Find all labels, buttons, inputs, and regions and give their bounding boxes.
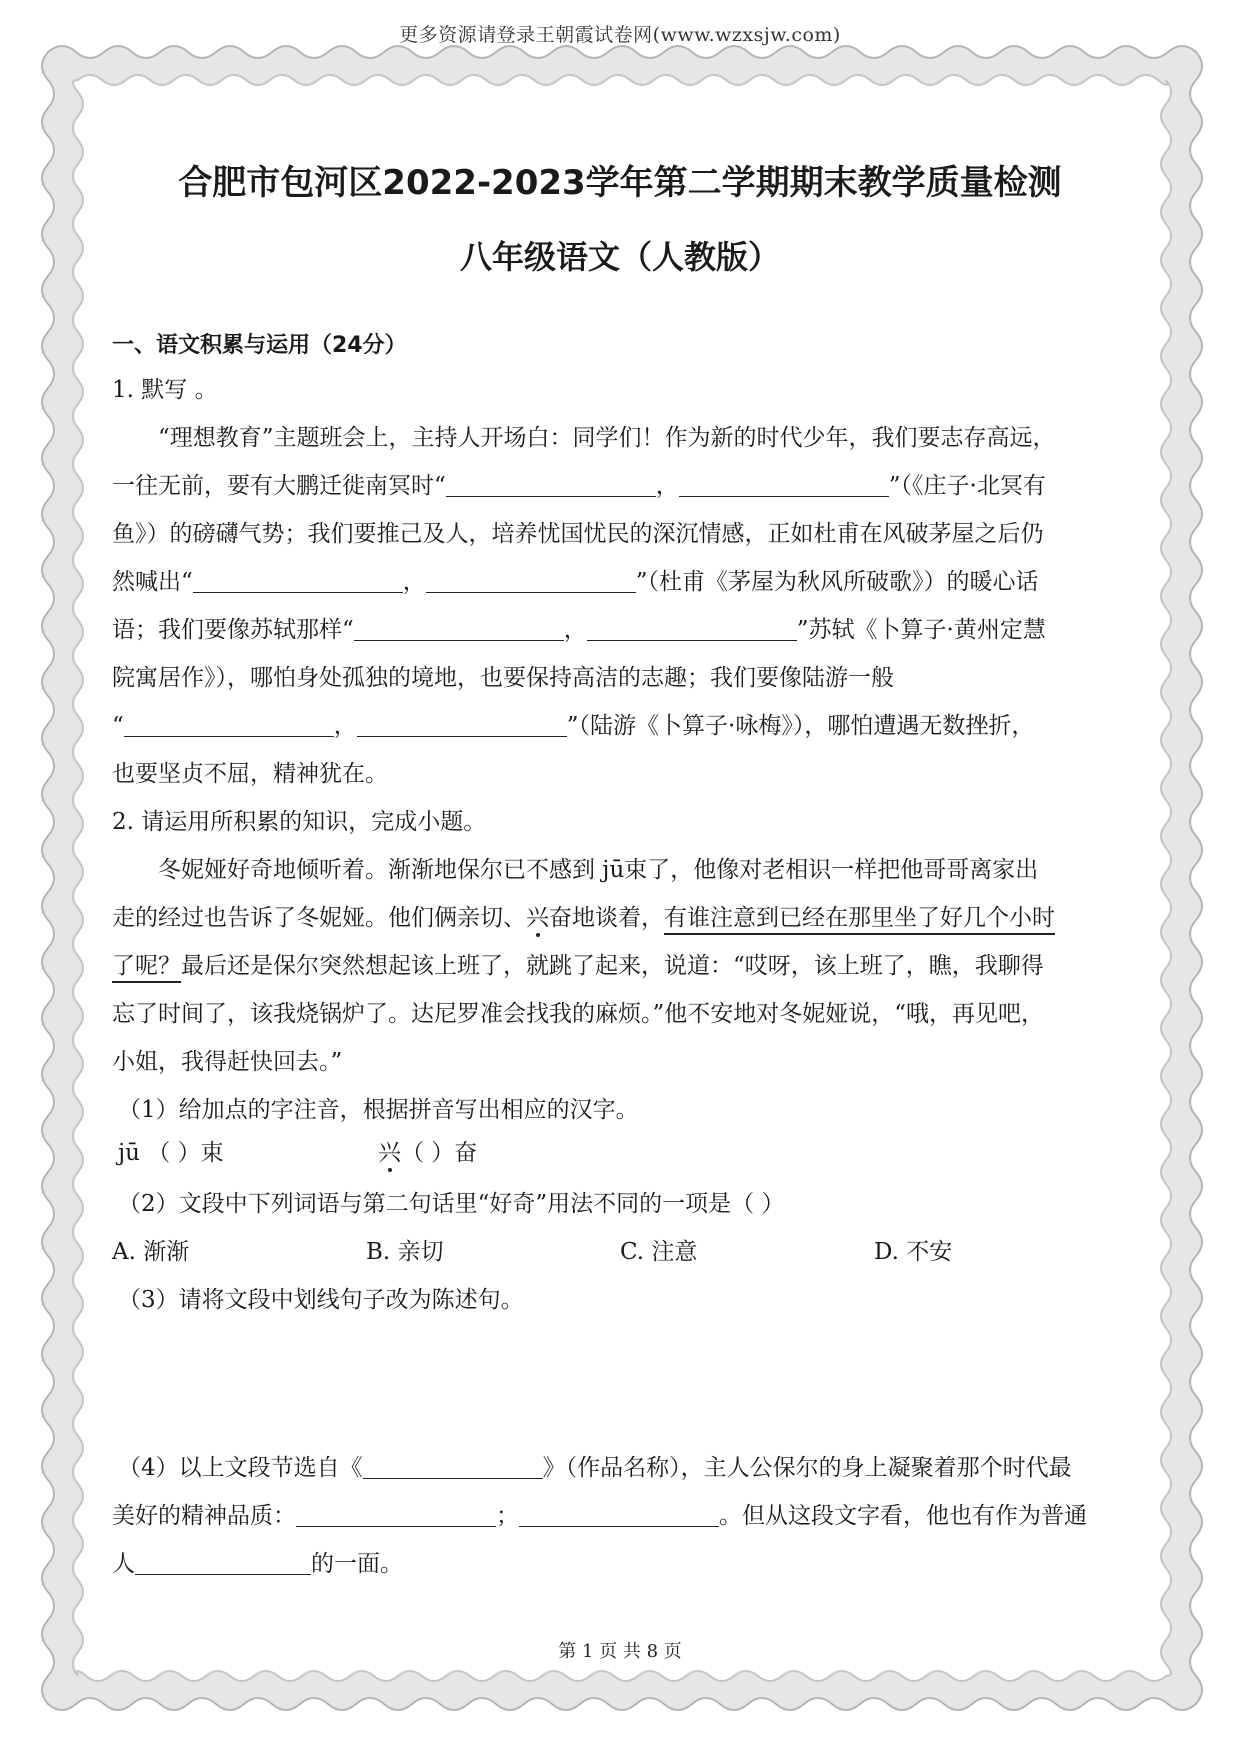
underlined-sentence: 了呢？ xyxy=(112,953,181,983)
pinyin-item[interactable]: jū （ ）束 xyxy=(118,1140,224,1166)
sub-question-4 xyxy=(112,1444,1128,1492)
answer-blank[interactable] xyxy=(519,1498,719,1527)
sub-question-4-line-3 xyxy=(112,1540,1128,1588)
underlined-sentence: 有谁注意到已经在那里坐了好几个小时 xyxy=(664,905,1055,935)
answer-blank[interactable] xyxy=(193,564,403,593)
q1-text: 然喊出“ xyxy=(112,569,193,595)
answer-blank[interactable] xyxy=(679,468,889,497)
q1-text: ， xyxy=(655,473,679,499)
pinyin-item[interactable]: （ ）奋 xyxy=(401,1140,478,1166)
page-footer: 第 1 页 共 8 页 xyxy=(558,1641,682,1662)
answer-blank[interactable] xyxy=(357,708,567,737)
q1-line-6: 院寓居作》），哪怕身处孤独的境地，也要保持高洁的志趣；我们要像陆游一般 xyxy=(112,665,894,691)
q4-text: ； xyxy=(496,1503,519,1529)
dotted-character: 兴 xyxy=(378,1140,401,1166)
answer-blank[interactable] xyxy=(135,1546,311,1575)
answer-blank[interactable] xyxy=(296,1498,496,1527)
q1-text: ”（杜甫《茅屋为秋风所破歌》）的暖心话 xyxy=(635,569,1039,595)
q1-line-4 xyxy=(112,558,1128,606)
exam-subtitle: 八年级语文（人教版） xyxy=(459,238,780,276)
option-a[interactable]: A. 渐渐 xyxy=(112,1239,190,1265)
q1-line-2 xyxy=(112,462,1128,510)
sub-question-4-line-2 xyxy=(112,1492,1128,1540)
passage-text: 奋地谈着， xyxy=(549,905,664,931)
exam-title: 合肥市包河区2022-2023学年第二学期期末教学质量检测 xyxy=(178,163,1062,203)
section-heading: 一、语文积累与运用（24分） xyxy=(112,333,407,358)
q4-text: 美好的精神品质： xyxy=(112,1503,296,1529)
q1-text: 一往无前，要有大鹏迁徙南冥时“ xyxy=(112,473,446,499)
pinyin-answer-row xyxy=(112,1134,1128,1172)
answer-blank[interactable] xyxy=(446,468,656,497)
q1-line-5 xyxy=(112,606,1128,654)
passage-line-4: 忘了时间了，该我烧锅炉了。达尼罗准会找我的麻烦。”他不安地对冬妮娅说，“哦，再见吧， xyxy=(112,1001,1045,1027)
sub-question-1: （1）给加点的字注音，根据拼音写出相应的汉字。 xyxy=(118,1097,639,1123)
option-b[interactable]: B. 亲切 xyxy=(366,1239,444,1265)
passage-line-5: 小姐，我得赶快回去。” xyxy=(112,1049,343,1075)
passage-text: 走的经过也告诉了冬妮娅。他们俩亲切、 xyxy=(112,905,526,931)
options-row xyxy=(112,1228,1128,1276)
q1-paragraph-line: “理想教育”主题班会上，主持人开场白：同学们！作为新的时代少年，我们要志存高远， xyxy=(158,425,1056,451)
q1-line-3: 鱼》）的磅礴气势；我们要推己及人，培养忧国忧民的深沉情感，正如杜甫在风破茅屋之后仍 xyxy=(112,521,1044,547)
q4-text: 》（作品名称），主人公保尔的身上凝聚着那个时代最 xyxy=(542,1455,1072,1481)
passage-line-1: 冬妮娅好奇地倾听着。渐渐地保尔已不感到 jū束了，他像对老相识一样把他哥哥离家出 xyxy=(158,857,1039,883)
answer-blank[interactable] xyxy=(354,612,564,641)
q1-text: ”苏轼《卜算子·黄州定慧 xyxy=(796,617,1046,643)
q1-text: 语；我们要像苏轼那样“ xyxy=(112,617,354,643)
option-c[interactable]: C. 注意 xyxy=(620,1239,698,1265)
exam-page xyxy=(112,140,1128,1588)
sub-question-2: （2）文段中下列词语与第二句话里“好奇”用法不同的一项是（ ） xyxy=(118,1191,785,1217)
passage-line-3 xyxy=(112,942,1128,990)
q1-text: ， xyxy=(402,569,426,595)
sub-question-3: （3）请将文段中划线句子改为陈述句。 xyxy=(118,1287,524,1313)
answer-blank[interactable] xyxy=(363,1450,543,1479)
q4-text: 。但从这段文字看，他也有作为普通 xyxy=(719,1503,1087,1529)
answer-blank[interactable] xyxy=(587,612,797,641)
q1-text: ， xyxy=(563,617,587,643)
option-d[interactable]: D. 不安 xyxy=(874,1239,953,1265)
q1-text: ， xyxy=(333,713,357,739)
q1-line-8: 也要坚贞不屈，精神犹在。 xyxy=(112,761,388,787)
question-1-label: 1. 默写 。 xyxy=(112,377,218,403)
dotted-character: 兴 xyxy=(526,905,549,931)
q1-text: ”（《庄子·北冥有 xyxy=(888,473,1046,499)
q1-text: “ xyxy=(112,713,124,739)
passage-line-2 xyxy=(112,894,1128,942)
answer-blank[interactable] xyxy=(426,564,636,593)
answer-space[interactable] xyxy=(112,1324,1128,1444)
q4-text: （4）以上文段节选自《 xyxy=(118,1455,363,1481)
answer-blank[interactable] xyxy=(124,708,334,737)
q1-text: ”（陆游《卜算子·咏梅》），哪怕遭遇无数挫折， xyxy=(566,713,1035,739)
q1-line-7 xyxy=(112,702,1128,750)
q4-text: 的一面。 xyxy=(311,1551,403,1577)
question-2-label: 2. 请运用所积累的知识，完成小题。 xyxy=(112,809,487,835)
watermark-text: 更多资源请登录王朝霞试卷网(www.wzxsjw.com) xyxy=(399,24,841,46)
q4-text: 人 xyxy=(112,1551,135,1577)
passage-text: 最后还是保尔突然想起该上班了，就跳了起来，说道：“哎呀，该上班了，瞧，我聊得 xyxy=(181,953,1044,979)
